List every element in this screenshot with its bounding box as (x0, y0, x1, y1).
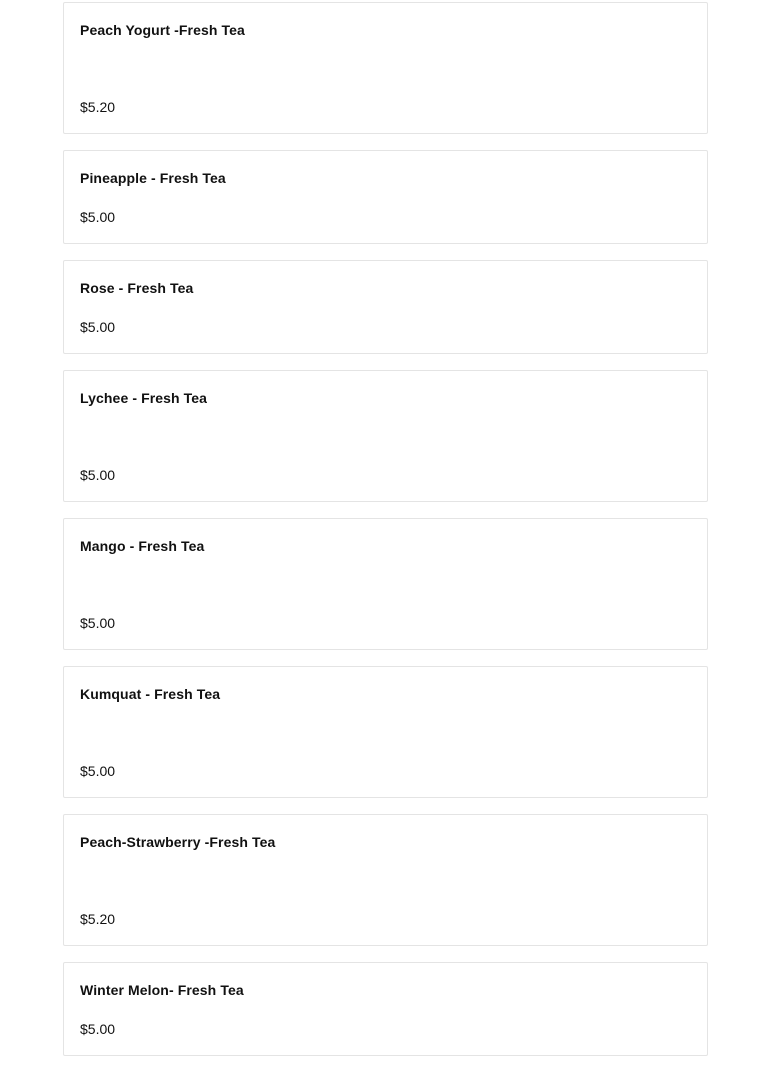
menu-item-name: Peach Yogurt -Fresh Tea (80, 22, 245, 38)
menu-item-name: Peach-Strawberry -Fresh Tea (80, 834, 276, 850)
menu-item-card[interactable] (63, 2, 708, 134)
menu-item-name: Mango - Fresh Tea (80, 538, 205, 554)
menu-item-price: $5.20 (80, 99, 116, 115)
menu-item-name: Kumquat - Fresh Tea (80, 686, 221, 702)
menu-item-price: $5.00 (80, 467, 116, 483)
menu-item-price: $5.00 (80, 319, 116, 335)
menu-item-card[interactable] (63, 260, 708, 354)
menu-item-price: $5.00 (80, 615, 116, 631)
menu-item-name: Pineapple - Fresh Tea (80, 170, 226, 186)
menu-item-card[interactable] (63, 370, 708, 502)
menu-item-price: $5.00 (80, 209, 116, 225)
menu-item-name: Winter Melon- Fresh Tea (80, 982, 244, 998)
menu-item-card[interactable] (63, 962, 708, 1056)
menu-item-price: $5.20 (80, 911, 116, 927)
menu-item-card[interactable] (63, 666, 708, 798)
menu-item-name: Rose - Fresh Tea (80, 280, 194, 296)
menu-item-card[interactable] (63, 518, 708, 650)
menu-item-card[interactable] (63, 150, 708, 244)
menu-item-card[interactable] (63, 814, 708, 946)
menu-item-list (63, 0, 708, 1072)
menu-item-name: Lychee - Fresh Tea (80, 390, 208, 406)
menu-item-price: $5.00 (80, 763, 116, 779)
menu-item-price: $5.00 (80, 1021, 116, 1037)
